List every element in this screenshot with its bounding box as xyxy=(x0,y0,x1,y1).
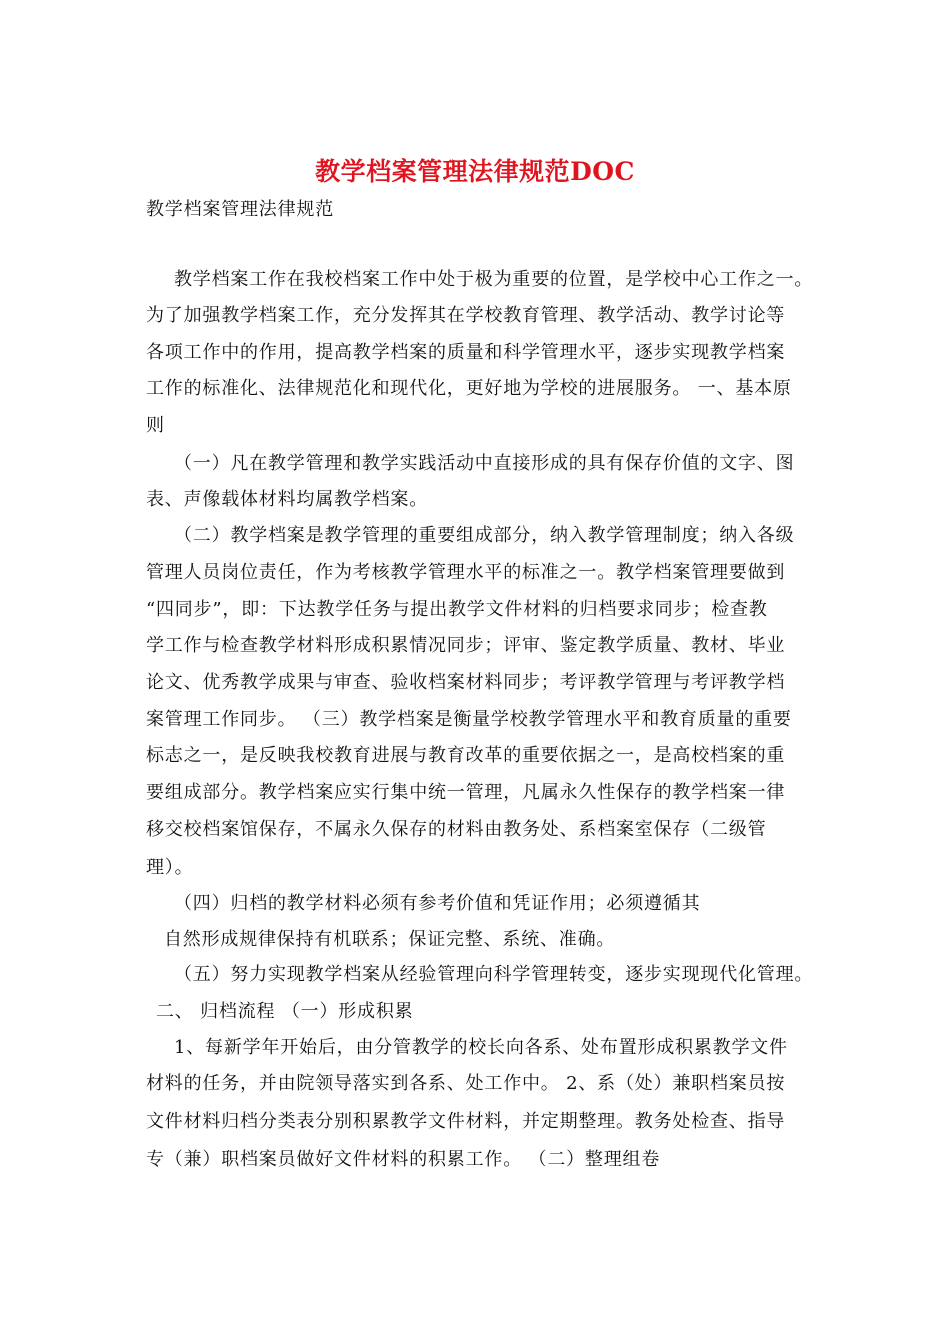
section-heading: 二、 归档流程 （一）形成积累 xyxy=(156,1001,414,1022)
body-line: 1、每新学年开始后，由分管教学的校长向各系、处布置形成积累教学文件 xyxy=(174,1037,788,1058)
document-subtitle: 教学档案管理法律规范 xyxy=(146,199,334,220)
body-line: 论文、优秀教学成果与审查、验收档案材料同步；考评教学管理与考评教学档 xyxy=(146,672,786,693)
body-line: （四）归档的教学材料必须有参考价值和凭证作用；必须遵循其 xyxy=(174,893,701,914)
body-line: 要组成部分。教学档案应实行集中统一管理，凡属永久性保存的教学档案一律 xyxy=(146,782,786,803)
body-line: “四同步”，即：下达教学任务与提出教学文件材料的归档要求同步；检查教 xyxy=(146,599,768,620)
body-line: （二）教学档案是教学管理的重要组成部分，纳入教学管理制度；纳入各级 xyxy=(174,525,795,546)
body-line: 文件材料归档分类表分别积累教学文件材料，并定期整理。教务处检查、指导 xyxy=(146,1111,786,1132)
body-line: 管理人员岗位责任，作为考核教学管理水平的标准之一。教学档案管理要做到 xyxy=(146,562,786,583)
body-line: 移交校档案馆保存，不属永久保存的材料由教务处、系档案室保存（二级管 xyxy=(146,819,767,840)
body-line: 案管理工作同步。 （三）教学档案是衡量学校教学管理水平和教育质量的重要 xyxy=(146,709,792,730)
body-line: 为了加强教学档案工作，充分发挥其在学校教育管理、教学活动、教学讨论等 xyxy=(146,305,786,326)
body-line: 表、声像载体材料均属教学档案。 xyxy=(146,489,428,510)
body-line: 教学档案工作在我校档案工作中处于极为重要的位置，是学校中心工作之一。 xyxy=(174,269,814,290)
body-line: （一）凡在教学管理和教学实践活动中直接形成的具有保存价值的文字、图 xyxy=(174,453,795,474)
body-line: 自然形成规律保持有机联系；保证完整、系统、准确。 xyxy=(164,929,616,950)
body-line: 工作的标准化、法律规范化和现代化，更好地为学校的进展服务。 一、基本原 xyxy=(146,378,792,399)
body-line: 各项工作中的作用，提高教学档案的质量和科学管理水平，逐步实现教学档案 xyxy=(146,342,786,363)
body-line: 标志之一，是反映我校教育进展与教育改革的重要依据之一，是高校档案的重 xyxy=(146,745,786,766)
body-line: 则 xyxy=(146,415,165,436)
body-line: 专（兼）职档案员做好文件材料的积累工作。 （二）整理组卷 xyxy=(146,1149,661,1170)
body-line: 学工作与检查教学材料形成积累情况同步；评审、鉴定教学质量、教材、毕业 xyxy=(146,635,786,656)
body-line: （五）努力实现教学档案从经验管理向科学管理转变，逐步实现现代化管理。 xyxy=(174,964,814,985)
body-line: 理）。 xyxy=(146,857,194,878)
document-title: 教学档案管理法律规范DOC xyxy=(315,157,635,186)
body-line: 材料的任务，并由院领导落实到各系、处工作中。 2、系（处）兼职档案员按 xyxy=(146,1073,786,1094)
